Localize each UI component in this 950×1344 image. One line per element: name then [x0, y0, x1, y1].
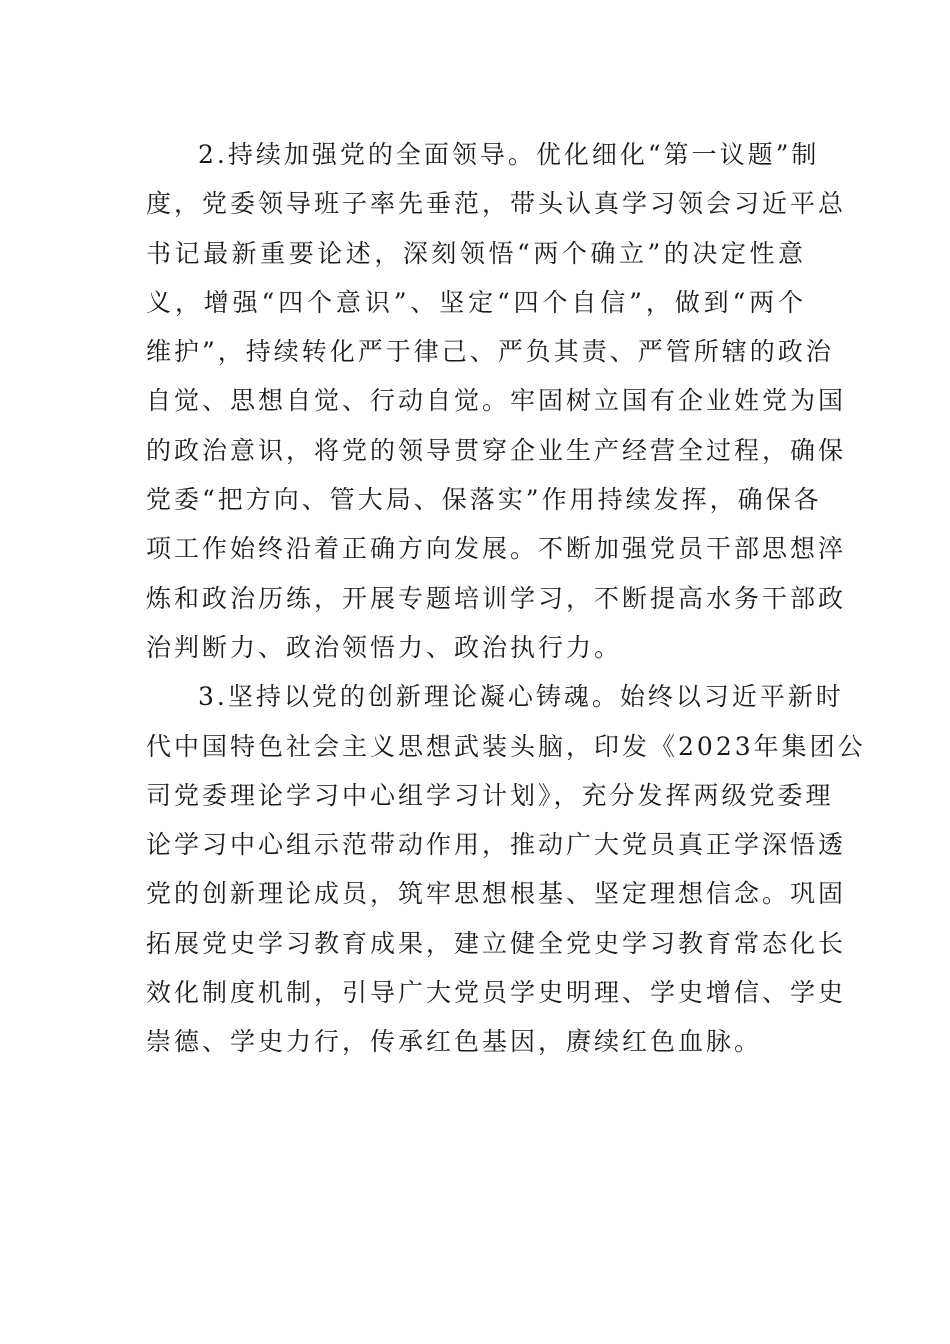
text-line: 崇德、学史力行，传承红色基因，赓续红色血脉。 — [146, 1027, 763, 1057]
text-line: 度，党委领导班子率先垂范，带头认真学习领会习近平总 — [146, 189, 847, 219]
text-line: 效化制度机制，引导广大党员学史明理、学史增信、学史 — [146, 978, 847, 1008]
paragraph-3 — [146, 672, 866, 1066]
text-line: 项工作始终沿着正确方向发展。不断加强党员干部思想淬 — [146, 534, 847, 564]
text-line: 2.持续加强党的全面领导。优化细化“第一议题”制 — [198, 140, 820, 169]
text-line: 的政治意识，将党的领导贯穿企业生产经营全过程，确保 — [146, 435, 847, 465]
text-line: 拓展党史学习教育成果，建立健全党史学习教育常态化长 — [146, 928, 847, 958]
paragraph-2 — [146, 130, 847, 672]
text-line: 3.坚持以党的创新理论凝心铸魂。始终以习近平新时 — [198, 682, 844, 712]
text-line: 义，增强“四个意识”、坚定“四个自信”，做到“两个 — [146, 287, 806, 317]
text-line: 治判断力、政治领悟力、政治执行力。 — [146, 632, 623, 662]
text-line: 党的创新理论成员，筑牢思想根基、坚定理想信念。巩固 — [146, 879, 847, 909]
document-body — [146, 130, 866, 1067]
text-line: 党委“把方向、管大局、保落实”作用持续发挥，确保各 — [146, 485, 822, 515]
text-line: 维护”，持续转化严于律己、严负其责、严管所辖的政治 — [146, 337, 834, 367]
text-line: 炼和政治历练，开展专题培训学习，不断提高水务干部政 — [146, 583, 847, 613]
text-line: 司党委理论学习中心组学习计划》，充分发挥两级党委理 — [146, 780, 834, 810]
text-line: 代中国特色社会主义思想武装头脑，印发《2023年集团公 — [146, 731, 866, 761]
text-line: 论学习中心组示范带动作用，推动广大党员真正学深悟透 — [146, 830, 847, 860]
text-line: 书记最新重要论述，深刻领悟“两个确立”的决定性意 — [146, 238, 806, 268]
text-line: 自觉、思想自觉、行动自觉。牢固树立国有企业姓党为国 — [146, 386, 847, 416]
